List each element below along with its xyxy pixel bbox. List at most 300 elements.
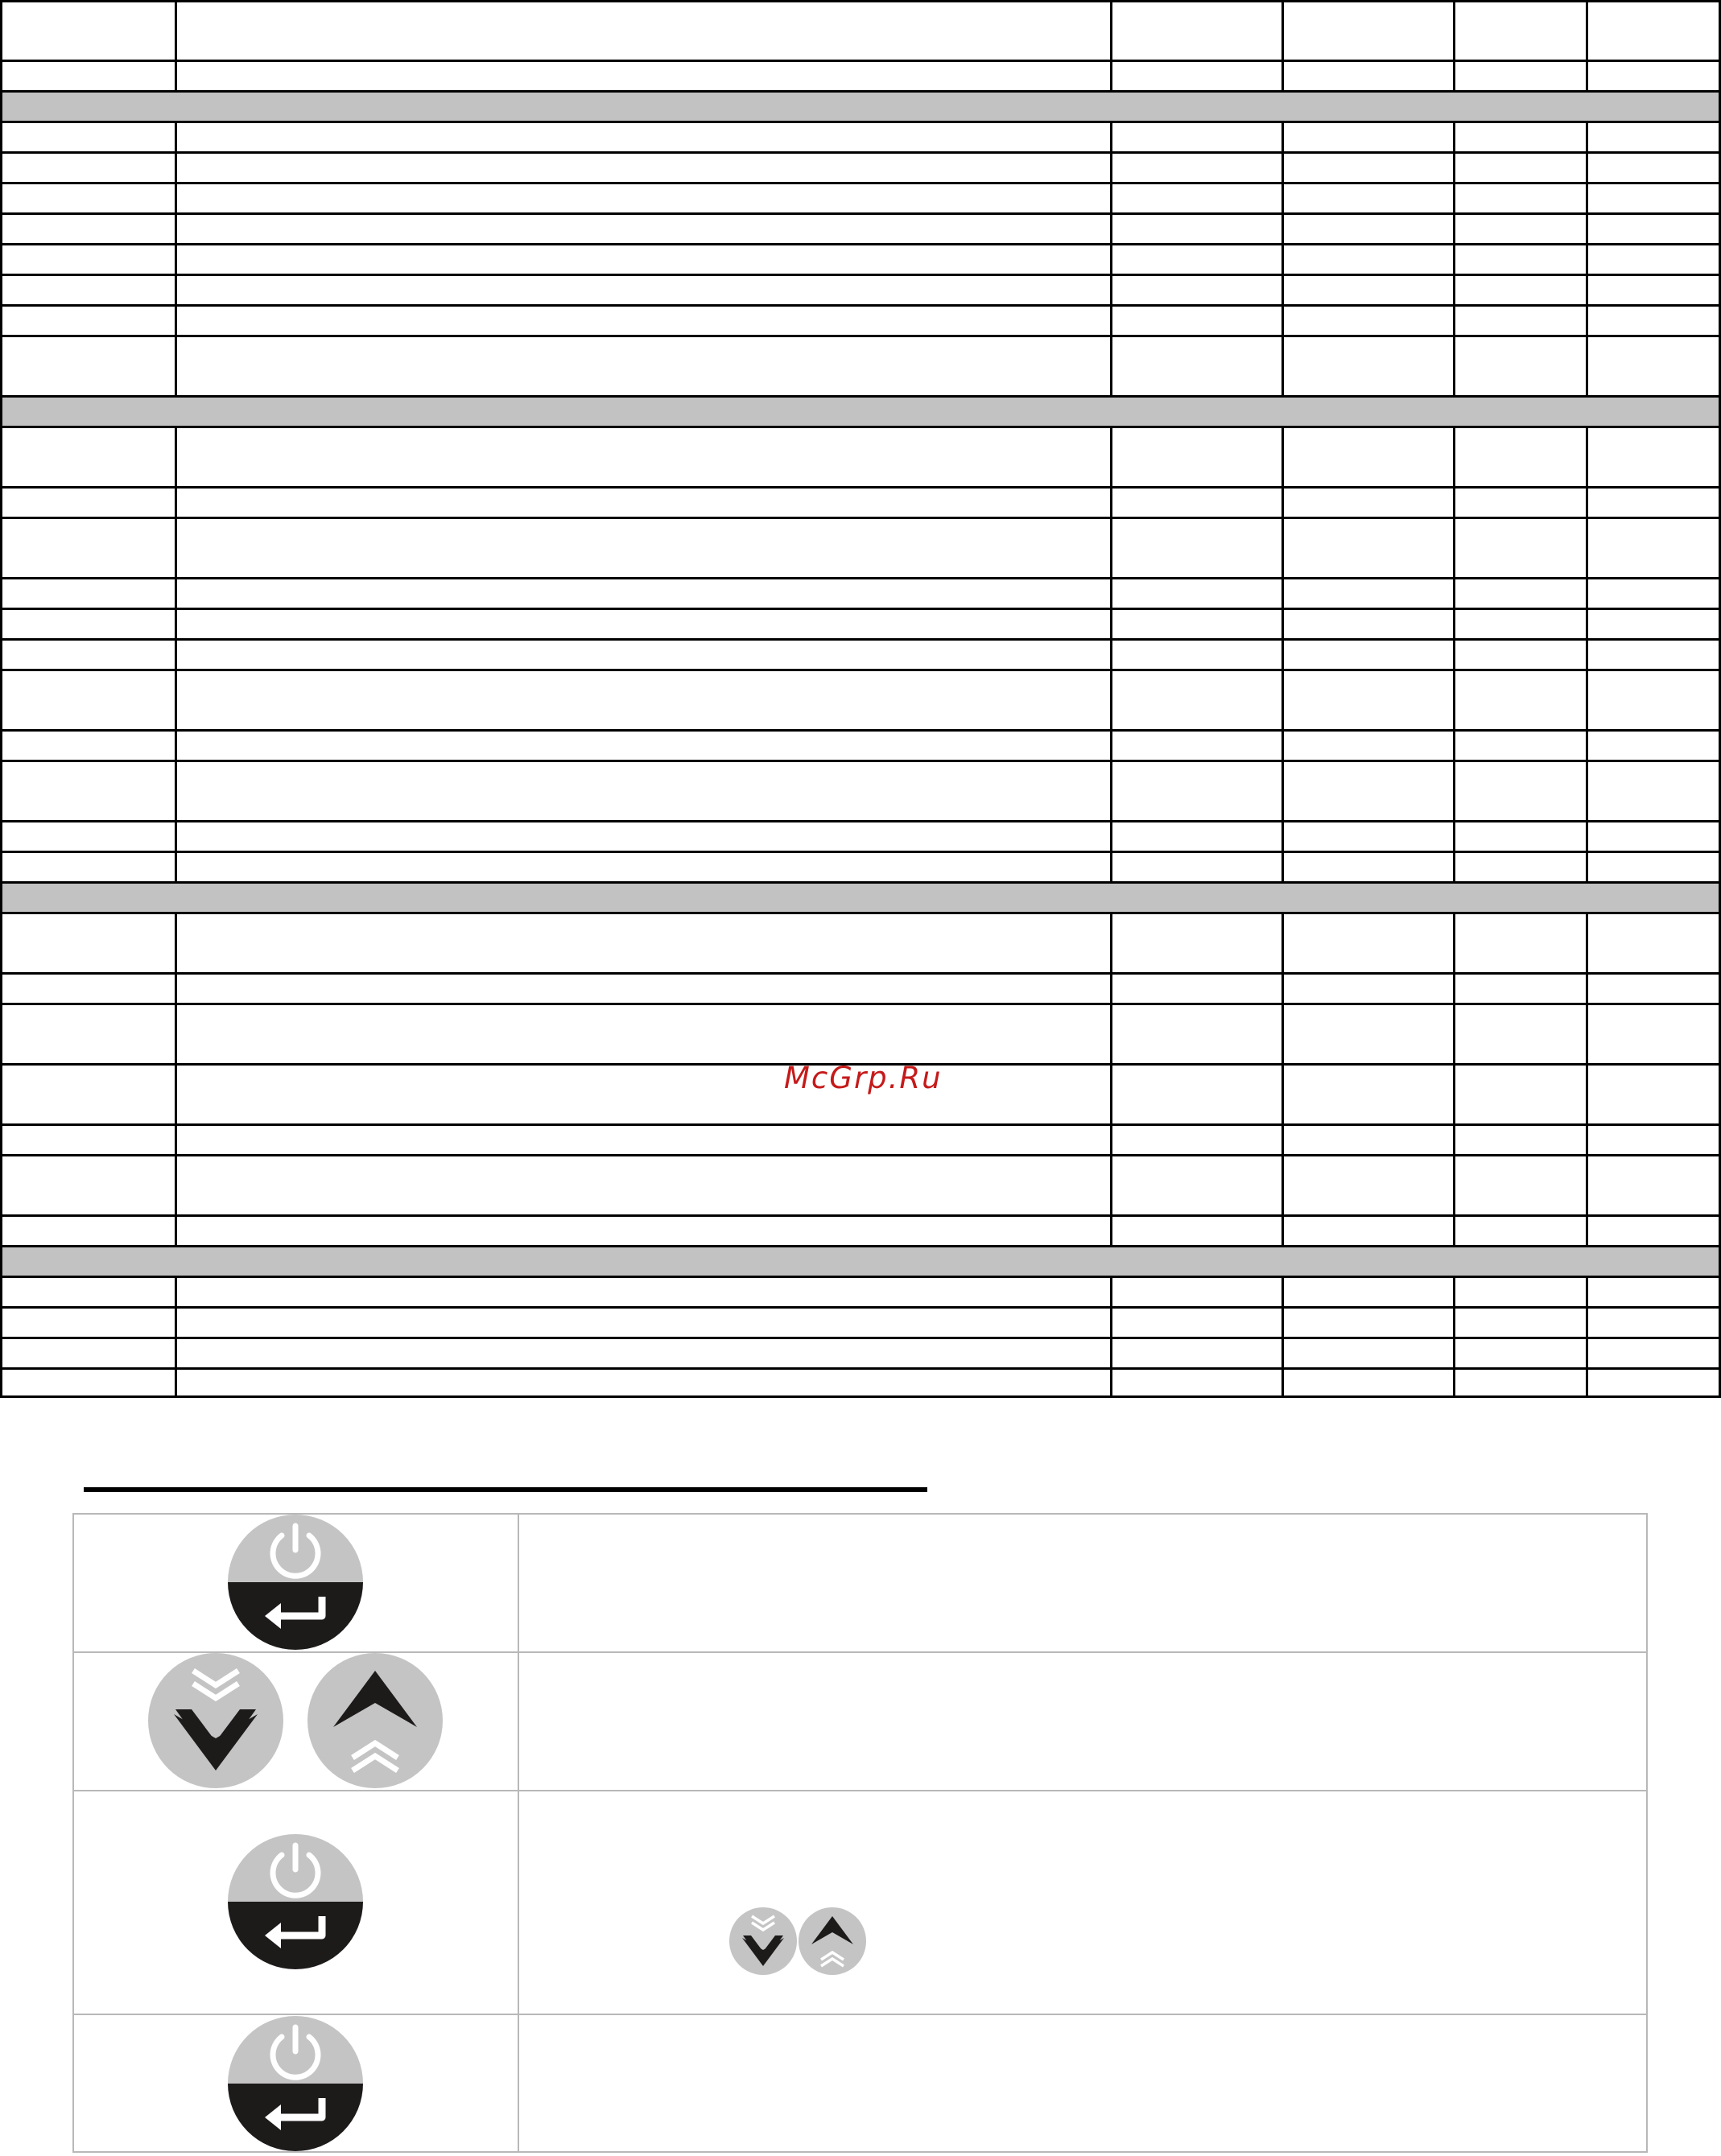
table-column-divider [0, 243, 2, 274]
table-cell [175, 1337, 1110, 1367]
table-cell [1110, 274, 1281, 304]
table-cell [1586, 1003, 1719, 1063]
table-cell [0, 638, 175, 669]
table-column-divider [1110, 729, 1112, 760]
table-row-divider [0, 212, 1721, 215]
table-row-divider [0, 669, 1721, 671]
table-column-divider [1453, 1063, 1455, 1123]
table-cell [1586, 426, 1719, 486]
table-column-divider [1281, 335, 1284, 395]
section-heading-underline [84, 1487, 927, 1492]
table-cell [1281, 912, 1453, 972]
table-cell [1281, 151, 1453, 182]
table-column-divider [1586, 335, 1588, 395]
table-column-divider [1586, 486, 1588, 517]
table-cell [175, 638, 1110, 669]
table-column-divider [175, 182, 177, 212]
table-cell [1110, 426, 1281, 486]
table-column-divider [1453, 335, 1455, 395]
table-column-divider [175, 1214, 177, 1245]
table-column-divider [175, 669, 177, 729]
table-cell [1110, 912, 1281, 972]
table-row [0, 274, 1721, 304]
table-cell [175, 912, 1110, 972]
table-column-divider [175, 335, 177, 395]
table-cell [175, 1154, 1110, 1214]
table-cell [0, 212, 175, 243]
table-cell [0, 820, 175, 851]
table-cell [1281, 1123, 1453, 1154]
table-cell [1586, 608, 1719, 638]
table-cell [0, 517, 175, 577]
keys-table-row-divider [72, 2014, 1648, 2015]
table-cell [1453, 972, 1586, 1003]
table-cell [175, 1276, 1110, 1306]
table-cell [1586, 1337, 1719, 1367]
table-column-divider [0, 972, 2, 1003]
table-column-divider [0, 1123, 2, 1154]
table-column-divider [1281, 151, 1284, 182]
table-column-divider [1586, 274, 1588, 304]
table-column-divider [0, 304, 2, 335]
table-column-divider [1586, 517, 1588, 577]
table-row-divider [0, 972, 1721, 975]
table-cell [1110, 1337, 1281, 1367]
table-cell [1453, 820, 1586, 851]
table-column-divider [1453, 851, 1455, 881]
table-row-divider [0, 1337, 1721, 1339]
table-row-divider [0, 121, 1721, 123]
table-column-divider [1586, 0, 1588, 60]
table-column-divider [1110, 243, 1112, 274]
table-row-divider [0, 426, 1721, 428]
table-column-divider [1110, 608, 1112, 638]
table-row [0, 1337, 1721, 1367]
table-column-divider [175, 517, 177, 577]
table-column-divider [1586, 760, 1588, 820]
table-cell [1281, 121, 1453, 151]
table-column-divider [0, 212, 2, 243]
table-column-divider [1586, 638, 1588, 669]
table-cell [1110, 517, 1281, 577]
table-cell [0, 577, 175, 608]
table-row-divider [0, 1003, 1721, 1005]
table-column-divider [1453, 182, 1455, 212]
table-row [0, 517, 1721, 577]
table-column-divider [175, 1337, 177, 1367]
table-row [0, 577, 1721, 608]
keys-table-column-divider [72, 1513, 74, 2153]
table-cell [1110, 1367, 1281, 1398]
table-cell [1281, 608, 1453, 638]
table-cell [1586, 151, 1719, 182]
table-column-divider [1586, 1367, 1588, 1398]
table-column-divider [1110, 972, 1112, 1003]
table-cell [0, 151, 175, 182]
table-cell [1281, 212, 1453, 243]
table-row-divider [0, 517, 1721, 519]
table-column-divider [1586, 426, 1588, 486]
table-column-divider [0, 1367, 2, 1398]
table-cell [1586, 182, 1719, 212]
table-column-divider [1586, 1123, 1588, 1154]
table-row [0, 851, 1721, 881]
table-cell [0, 335, 175, 395]
table-cell [1586, 851, 1719, 881]
table-row [0, 426, 1721, 486]
table-cell [1281, 972, 1453, 1003]
table-border [0, 395, 2, 426]
table-cell [1281, 1063, 1453, 1123]
table-column-divider [0, 729, 2, 760]
table-row [0, 912, 1721, 972]
table-column-divider [0, 426, 2, 486]
table-cell [1586, 669, 1719, 729]
table-cell [175, 1123, 1110, 1154]
table-row [0, 60, 1721, 90]
table-column-divider [1281, 486, 1284, 517]
table-column-divider [1586, 1337, 1588, 1367]
table-cell [1453, 151, 1586, 182]
table-row [0, 486, 1721, 517]
table-row [0, 760, 1721, 820]
table-column-divider [175, 1367, 177, 1398]
key-icon-cell [72, 1513, 518, 1651]
table-column-divider [1453, 486, 1455, 517]
table-row-divider [0, 90, 1721, 93]
table-column-divider [1453, 212, 1455, 243]
table-cell [1281, 820, 1453, 851]
table-cell [1453, 669, 1586, 729]
table-column-divider [175, 243, 177, 274]
table-cell [0, 760, 175, 820]
table-cell [1453, 1063, 1586, 1123]
table-cell [0, 608, 175, 638]
table-row-divider [0, 182, 1721, 184]
table-cell [1110, 1063, 1281, 1123]
table-cell [1281, 1306, 1453, 1337]
table-column-divider [1586, 182, 1588, 212]
table-row [0, 638, 1721, 669]
table-cell [0, 972, 175, 1003]
table-column-divider [1281, 517, 1284, 577]
table-column-divider [1281, 1276, 1284, 1306]
table-column-divider [1110, 1003, 1112, 1063]
table-cell [1586, 638, 1719, 669]
table-column-divider [0, 1063, 2, 1123]
table-column-divider [1281, 851, 1284, 881]
table-column-divider [1281, 1154, 1284, 1214]
table-column-divider [175, 151, 177, 182]
table-cell [1586, 1063, 1719, 1123]
table-column-divider [1110, 182, 1112, 212]
table-column-divider [1586, 972, 1588, 1003]
table-cell [175, 608, 1110, 638]
table-column-divider [1453, 608, 1455, 638]
table-cell [1586, 274, 1719, 304]
table-row-divider [0, 243, 1721, 245]
table-column-divider [1281, 212, 1284, 243]
table-cell [1586, 121, 1719, 151]
table-column-divider [1586, 669, 1588, 729]
table-cell [175, 151, 1110, 182]
table-column-divider [1281, 669, 1284, 729]
table-row-divider [0, 60, 1721, 62]
table-cell [175, 760, 1110, 820]
table-header-row [0, 0, 1721, 60]
table-column-divider [0, 577, 2, 608]
table-cell [1281, 0, 1453, 60]
table-column-divider [175, 1003, 177, 1063]
table-cell [1453, 1214, 1586, 1245]
table-column-divider [0, 151, 2, 182]
power-enter-icon [223, 2011, 368, 2156]
table-row-divider [0, 881, 1721, 884]
table-column-divider [0, 1214, 2, 1245]
key-row [72, 1790, 1648, 2014]
table-cell [1281, 1154, 1453, 1214]
table-cell [1281, 851, 1453, 881]
table-row [0, 1003, 1721, 1063]
table-column-divider [1281, 0, 1284, 60]
table-row-divider [0, 638, 1721, 641]
table-cell [1281, 669, 1453, 729]
table-row-divider [0, 335, 1721, 337]
table-row-divider [0, 1367, 1721, 1370]
table-column-divider [1453, 577, 1455, 608]
table-column-divider [0, 638, 2, 669]
table-column-divider [1453, 0, 1455, 60]
table-column-divider [1281, 1214, 1284, 1245]
table-cell [1453, 486, 1586, 517]
table-column-divider [1281, 1306, 1284, 1337]
table-cell [1281, 1003, 1453, 1063]
table-cell [175, 1367, 1110, 1398]
watermark-text: McGrp.Ru [784, 1061, 943, 1095]
table-row-divider [0, 274, 1721, 276]
table-cell [175, 60, 1110, 90]
table-column-divider [175, 0, 177, 60]
keys-table-column-divider [518, 1513, 519, 2153]
table-cell [0, 0, 175, 60]
table-cell [1281, 1337, 1453, 1367]
key-icon-cell [72, 1790, 518, 2014]
table-column-divider [1453, 121, 1455, 151]
table-cell [175, 972, 1110, 1003]
table-column-divider [1453, 304, 1455, 335]
table-cell [1110, 972, 1281, 1003]
power-enter-icon [223, 1829, 368, 1974]
table-column-divider [175, 1306, 177, 1337]
table-cell [1586, 760, 1719, 820]
table-column-divider [1586, 820, 1588, 851]
table-column-divider [1281, 182, 1284, 212]
table-column-divider [175, 972, 177, 1003]
table-column-divider [1586, 121, 1588, 151]
table-column-divider [1281, 760, 1284, 820]
table-cell [1586, 0, 1719, 60]
table-column-divider [1586, 212, 1588, 243]
table-cell [1586, 1367, 1719, 1398]
table-column-divider [1110, 1063, 1112, 1123]
table-column-divider [1110, 121, 1112, 151]
table-cell [1453, 1276, 1586, 1306]
table-cell [1110, 151, 1281, 182]
table-column-divider [175, 912, 177, 972]
table-column-divider [1281, 60, 1284, 90]
table-cell [1453, 577, 1586, 608]
table-row [0, 972, 1721, 1003]
table-column-divider [1586, 1214, 1588, 1245]
table-cell [175, 1063, 1110, 1123]
table-row-divider [0, 151, 1721, 154]
table-cell [1281, 1367, 1453, 1398]
table-cell [1586, 517, 1719, 577]
table-column-divider [1453, 1214, 1455, 1245]
table-column-divider [1281, 577, 1284, 608]
table-cell [1453, 212, 1586, 243]
table-cell [0, 729, 175, 760]
table-row [0, 335, 1721, 395]
table-cell [175, 0, 1110, 60]
table-row-divider [0, 486, 1721, 489]
table-cell [1110, 60, 1281, 90]
keys-table-column-divider [1646, 1513, 1648, 2153]
table-row [0, 304, 1721, 335]
table-cell [175, 1214, 1110, 1245]
table-cell [1453, 304, 1586, 335]
table-cell [1586, 243, 1719, 274]
table-column-divider [0, 1276, 2, 1306]
keys-table [72, 1513, 1648, 2153]
table-column-divider [1453, 729, 1455, 760]
table-column-divider [1281, 1003, 1284, 1063]
table-column-divider [1453, 1306, 1455, 1337]
table-column-divider [1453, 1123, 1455, 1154]
table-cell [1281, 426, 1453, 486]
table-column-divider [1110, 1337, 1112, 1367]
table-column-divider [1453, 1337, 1455, 1367]
table-cell [1453, 182, 1586, 212]
table-cell [1281, 577, 1453, 608]
table-cell [1453, 517, 1586, 577]
table-column-divider [1453, 820, 1455, 851]
table-cell [0, 274, 175, 304]
table-cell [1586, 1154, 1719, 1214]
table-cell [0, 1063, 175, 1123]
table-cell [1586, 486, 1719, 517]
table-cell [1110, 577, 1281, 608]
table-cell [0, 912, 175, 972]
table-cell [1586, 1123, 1719, 1154]
table-cell [175, 426, 1110, 486]
table-cell [1453, 0, 1586, 60]
table-cell [1586, 212, 1719, 243]
table-cell [1586, 1214, 1719, 1245]
table-column-divider [1453, 1003, 1455, 1063]
table-cell [0, 304, 175, 335]
table-column-divider [1110, 1123, 1112, 1154]
table-column-divider [0, 60, 2, 90]
table-column-divider [0, 1154, 2, 1214]
table-cell [0, 1276, 175, 1306]
table-cell [175, 335, 1110, 395]
table-row-divider [0, 851, 1721, 853]
table-cell [175, 1003, 1110, 1063]
table-cell [1453, 1154, 1586, 1214]
table-column-divider [0, 517, 2, 577]
table-cell [1586, 820, 1719, 851]
table-row-divider [0, 1276, 1721, 1278]
table-column-divider [1453, 60, 1455, 90]
table-cell [1281, 517, 1453, 577]
table-column-divider [1281, 426, 1284, 486]
table-cell [1110, 729, 1281, 760]
table-column-divider [175, 577, 177, 608]
table-cell [1110, 669, 1281, 729]
table-column-divider [1281, 243, 1284, 274]
table-column-divider [175, 60, 177, 90]
table-row [0, 669, 1721, 729]
table-row [0, 151, 1721, 182]
table-column-divider [1110, 486, 1112, 517]
table-cell [0, 669, 175, 729]
table-column-divider [1586, 851, 1588, 881]
table-column-divider [1281, 1123, 1284, 1154]
table-cell [1110, 608, 1281, 638]
table-column-divider [1110, 1367, 1112, 1398]
table-cell [1110, 851, 1281, 881]
table-column-divider [1453, 1276, 1455, 1306]
table-row [0, 1276, 1721, 1306]
table-cell [1281, 335, 1453, 395]
table-row-divider [0, 1306, 1721, 1309]
table-cell [1453, 638, 1586, 669]
table-cell [0, 1154, 175, 1214]
table-column-divider [1281, 274, 1284, 304]
key-description-cell [518, 2014, 1648, 2153]
table-cell [1586, 729, 1719, 760]
table-row [0, 1214, 1721, 1245]
table-column-divider [1586, 243, 1588, 274]
table-cell [175, 212, 1110, 243]
key-description-cell [518, 1513, 1648, 1651]
table-column-divider [1586, 304, 1588, 335]
table-column-divider [0, 760, 2, 820]
table-row-divider [0, 1245, 1721, 1247]
table-cell [0, 1123, 175, 1154]
table-row [0, 243, 1721, 274]
table-column-divider [0, 1337, 2, 1367]
table-row-divider [0, 1214, 1721, 1217]
table-column-divider [1586, 729, 1588, 760]
table-column-divider [175, 486, 177, 517]
table-border [0, 1245, 2, 1276]
table-row-divider [0, 395, 1721, 398]
table-cell [1110, 212, 1281, 243]
keys-table-row-divider [72, 1651, 1648, 1653]
table-row-divider [0, 820, 1721, 822]
table-cell [1453, 243, 1586, 274]
table-section-row [0, 881, 1721, 912]
table-column-divider [1453, 426, 1455, 486]
table-cell [1453, 608, 1586, 638]
table-column-divider [1453, 669, 1455, 729]
table-column-divider [1453, 912, 1455, 972]
table-row-divider [0, 760, 1721, 762]
table-column-divider [0, 669, 2, 729]
table-cell [1110, 182, 1281, 212]
